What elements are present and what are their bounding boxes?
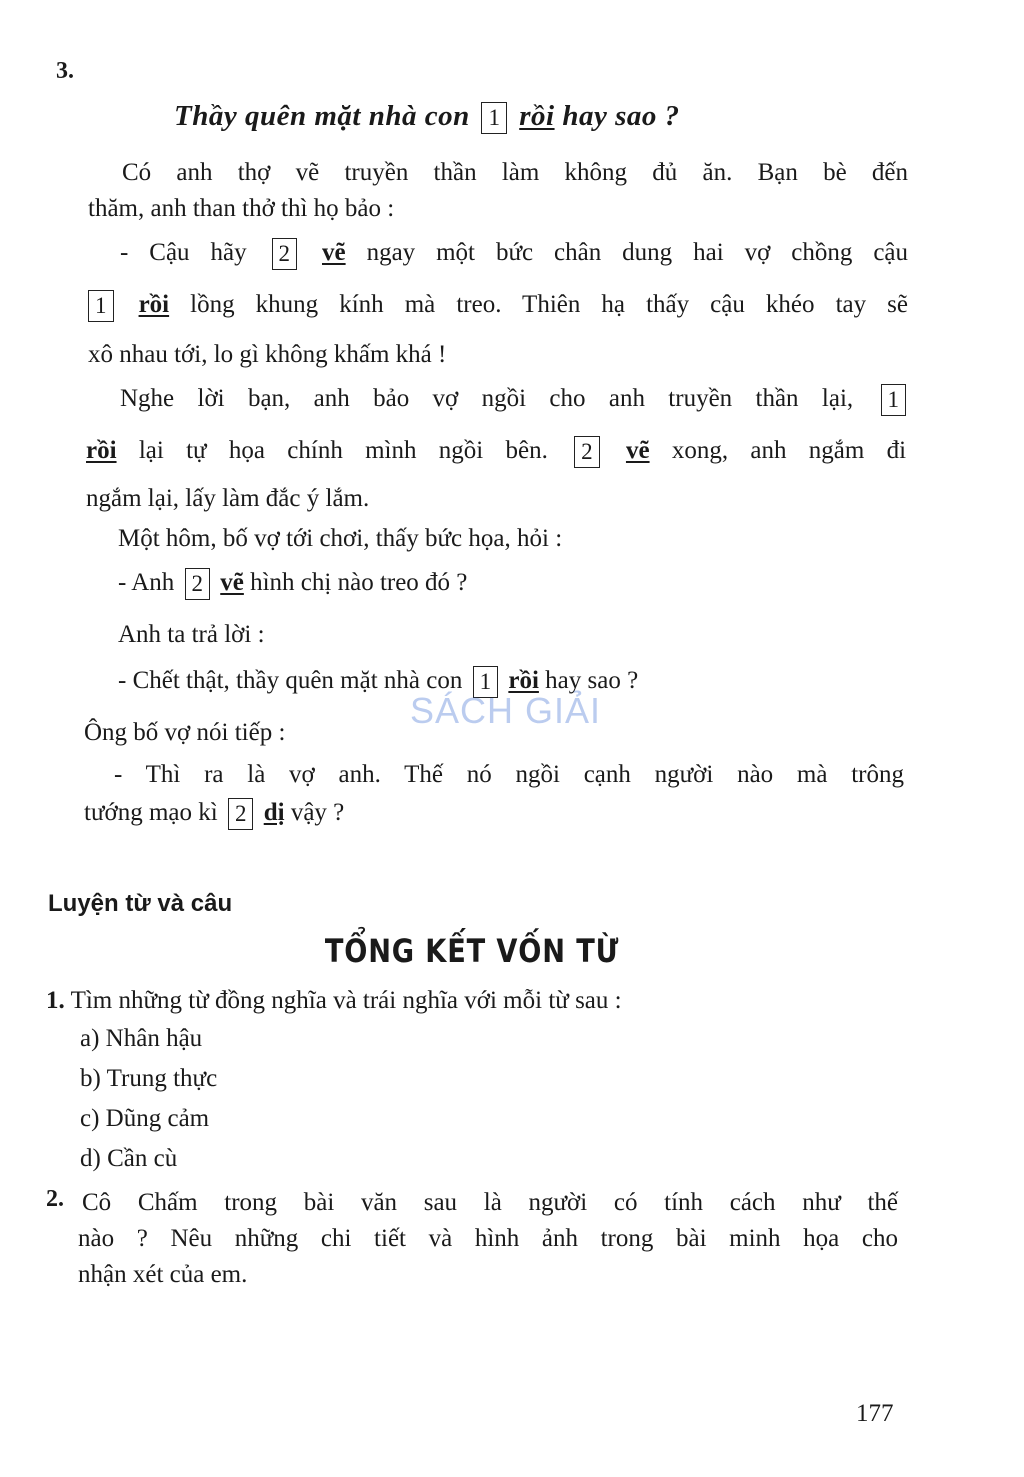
underlined-word: dị (263, 799, 285, 826)
line-text: Nghe lời bạn, anh bảo vợ ngồi cho anh truyền thần lại, (120, 385, 854, 412)
exercise-1-text: Tìm những từ đồng nghĩa và trái nghĩa với mỗi từ sau : (70, 987, 622, 1014)
number-box: 1 (88, 290, 114, 322)
story-line-14: - Thì ra là vợ anh. Thế nó ngồi cạnh người nào mà trông (114, 761, 904, 788)
story-title (174, 100, 680, 134)
story-title-text: Thầy quên mặt nhà con (174, 100, 470, 132)
line-text: tướng mạo kì (84, 799, 218, 826)
underlined-word: vẽ (220, 569, 244, 596)
story-title-end: hay sao ? (562, 100, 680, 132)
number-box: 1 (481, 102, 507, 134)
story-line-1: Có anh thợ vẽ truyền thần làm không đủ ăn. Bạn bè đến (122, 159, 908, 186)
line-text: lại tự họa chính mình ngồi bên. (138, 437, 548, 464)
watermark-logo: SÁCH GIẢI (410, 690, 602, 731)
story-line-13: Ông bố vợ nói tiếp : (84, 719, 286, 746)
list-item: a) Nhân hậu (80, 1025, 203, 1052)
exercise-2-line-2: nào ? Nêu những chi tiết và hình ảnh trong bài minh họa cho (78, 1225, 898, 1252)
number-box: 2 (185, 568, 211, 600)
page-heading: TỔNG KẾT VỐN TỪ (324, 932, 620, 970)
line-text: - Chết thật, thầy quên mặt nhà con (118, 667, 463, 694)
section-label: Luyện từ và câu (48, 890, 233, 917)
underlined-word: rồi (86, 437, 117, 464)
list-item: c) Dũng cảm (80, 1105, 210, 1132)
number-box: 2 (272, 238, 298, 270)
list-item: b) Trung thực (80, 1065, 218, 1092)
underlined-word: vẽ (322, 239, 346, 266)
exercise-1-number: 1. (46, 987, 65, 1014)
story-line-8: ngắm lại, lấy làm đắc ý lắm. (86, 485, 370, 512)
line-text: ngay một bức chân dung hai vợ chồng cậu (366, 239, 909, 266)
exercise-1 (46, 984, 622, 1018)
story-line-9: Một hôm, bố vợ tới chơi, thấy bức họa, hỏi : (118, 525, 563, 552)
story-line-15 (84, 796, 344, 830)
exercise-2-line-3: nhận xét của em. (78, 1261, 248, 1288)
line-text: lồng khung kính mà treo. Thiên hạ thấy cậu khéo tay sẽ (190, 291, 908, 318)
underlined-word: rồi (519, 100, 555, 132)
line-text: hay sao ? (545, 667, 639, 694)
story-line-7 (86, 434, 906, 468)
page-number: 177 (856, 1400, 894, 1427)
line-text: hình chị nào treo đó ? (250, 569, 468, 596)
exercise-3-number: 3. (56, 58, 74, 84)
underlined-word: rồi (138, 291, 170, 318)
exercise-2-line-1: Cô Chấm trong bài văn sau là người có tính cách như thế (82, 1189, 898, 1216)
story-line-5: xô nhau tới, lo gì không khấm khá ! (88, 341, 447, 368)
number-box: 2 (574, 436, 600, 468)
underlined-word: rồi (508, 667, 539, 694)
story-line-11: Anh ta trả lời : (118, 621, 265, 648)
line-text: - Cậu hãy (120, 239, 247, 266)
story-line-10 (118, 566, 467, 600)
story-line-3 (120, 236, 908, 270)
line-text: xong, anh ngắm đi (671, 437, 907, 464)
number-box: 1 (473, 666, 499, 698)
list-item: d) Cần cù (80, 1145, 178, 1172)
exercise-2-number: 2. (46, 1186, 64, 1212)
story-line-6 (120, 382, 906, 416)
story-line-4 (88, 288, 908, 322)
line-text: - Anh (118, 569, 175, 596)
number-box: 1 (881, 384, 907, 416)
number-box: 2 (228, 798, 254, 830)
story-line-2: thăm, anh than thở thì họ bảo : (88, 195, 395, 222)
line-text: vậy ? (290, 799, 345, 826)
underlined-word: vẽ (625, 437, 650, 464)
